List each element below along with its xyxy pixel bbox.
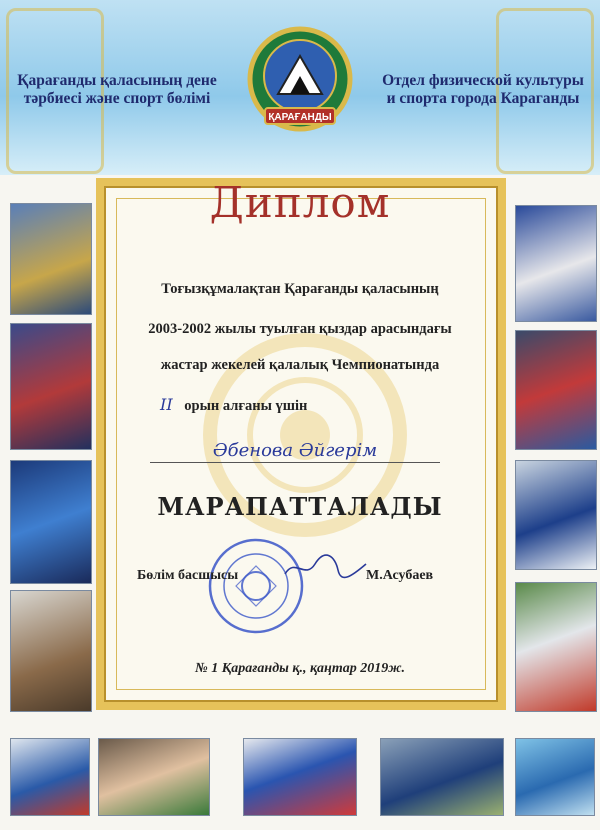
emblem-label: ҚАРАҒАНДЫ <box>268 112 332 123</box>
photo-karate <box>243 738 357 816</box>
photo-chess <box>10 590 92 712</box>
text-line-3a: жастар жеке <box>160 357 243 373</box>
photo-football <box>515 582 597 712</box>
text-line-3 <box>0 357 600 374</box>
handwritten-signature <box>280 552 370 582</box>
text-line-2: 2003-2002 жылы туылған қыздар арасындағы <box>148 321 452 337</box>
left-org-name: Қарағанды қаласының дене тәрбиесі және спорт бөлімі <box>17 72 217 107</box>
signature-label: Бөлім басшысы <box>137 568 239 583</box>
signatory-name: М.Асубаев <box>366 568 434 583</box>
award-heading: МАРАПАТТАЛАДЫ <box>157 492 443 521</box>
place-number: II <box>160 395 173 414</box>
photo-swimming <box>515 738 595 816</box>
diploma-title: Диплом <box>209 178 391 227</box>
photo-wrestling <box>98 738 210 816</box>
text-line-3b: лей қалалық Чемпионатында <box>242 357 440 373</box>
photo-speed-skating <box>10 738 90 816</box>
place-line <box>160 395 360 415</box>
recipient-name: Әбенова Әйгерім <box>150 440 440 463</box>
karaganda-emblem-icon <box>245 24 355 144</box>
photo-gymnastics <box>10 323 92 450</box>
photo-cycling <box>380 738 504 816</box>
official-seal-icon <box>206 536 306 636</box>
right-org-name: Отдел физической культуры и спорта города Караганды <box>382 72 584 107</box>
photo-boxing <box>515 330 597 450</box>
text-line-1: Тоғызқұмалақтан Қарағанды қаласының <box>161 281 439 297</box>
place-text: орын алғаны үшін <box>184 398 308 414</box>
document-date-place: № 1 Қарағанды қ., қаңтар 2019ж. <box>194 661 406 676</box>
photo-weightlifting <box>10 460 92 584</box>
